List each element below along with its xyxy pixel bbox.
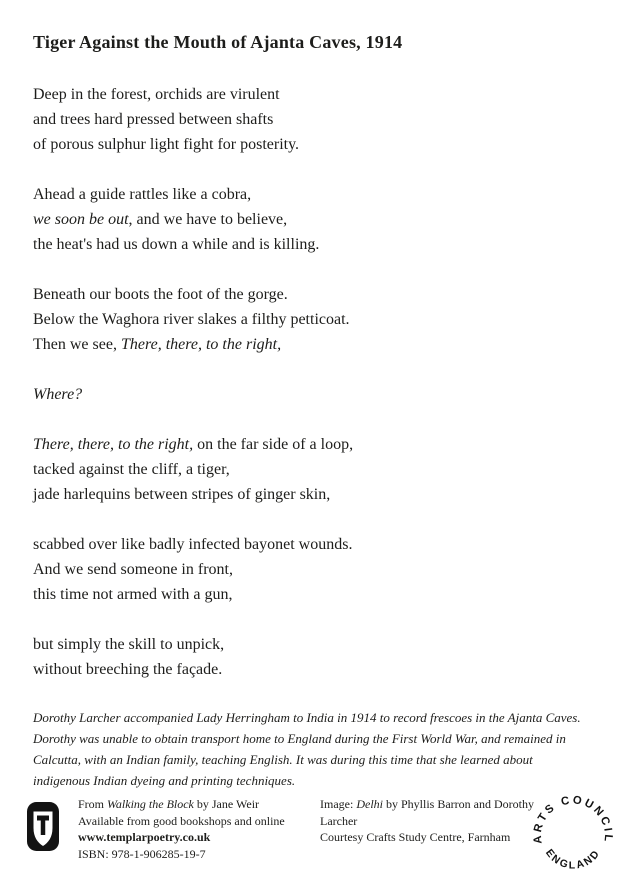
poem-text-segment: of porous sulphur light fight for posterity.	[33, 136, 300, 153]
poem-stanza	[33, 82, 593, 157]
publisher-source-line	[78, 796, 308, 813]
poem-text-segment-italic: There, there, to the right,	[33, 436, 194, 453]
poem-text-segment: the heat's had us down a while and is killing.	[33, 236, 320, 253]
poem-line	[33, 182, 593, 207]
publisher-availability: Available from good bookshops and online	[78, 813, 285, 828]
poem-text-segment: tacked against the cliff, a tiger,	[33, 461, 230, 478]
isbn: ISBN: 978-1-906285-19-7	[78, 846, 206, 861]
poem-line	[33, 557, 593, 582]
templar-poetry-logo-icon	[27, 802, 59, 851]
poem-text-segment: and trees hard pressed between shafts	[33, 111, 274, 128]
england-arc-text: ENGLAND	[542, 846, 604, 871]
poem-text-segment: without breeching the façade.	[33, 661, 223, 678]
poem-text-segment-italic: There, there, to the right,	[120, 336, 282, 353]
poem-body	[33, 82, 593, 707]
poem-line	[33, 632, 593, 657]
poem-text-segment: Deep in the forest, orchids are virulent	[33, 86, 280, 103]
poem-line	[33, 207, 593, 232]
poem-stanza	[33, 632, 593, 682]
arts-council-england-logo-icon	[531, 787, 615, 871]
poem-text-segment: Below the Waghora river slakes a filthy petticoat.	[33, 311, 350, 328]
poem-stanza	[33, 532, 593, 607]
poem-line	[33, 132, 593, 157]
image-title: Delhi	[356, 797, 383, 811]
poem-line	[33, 107, 593, 132]
image-courtesy: Courtesy Crafts Study Centre, Farnham	[320, 830, 511, 844]
image-artists: by Phyllis Barron and Dorothy Larcher	[320, 797, 534, 828]
poem-text-segment: Beneath our boots the foot of the gorge.	[33, 286, 288, 303]
image-prefix: Image:	[320, 797, 357, 811]
book-title: Walking the Block	[107, 797, 194, 811]
biographical-note	[33, 707, 613, 791]
poem-text-segment: scabbed over like badly infected bayonet wounds.	[33, 536, 353, 553]
poem-line	[33, 382, 593, 407]
poem-stanza	[33, 182, 593, 257]
poem-title: Tiger Against the Mouth of Ajanta Caves, 1914	[33, 32, 403, 52]
poem-text-segment: Then we see,	[33, 336, 121, 353]
poem-line	[33, 307, 593, 332]
poem-text-segment: on the far side of a loop,	[193, 436, 354, 453]
note-line: indigenous Indian dyeing and printing techniques.	[33, 773, 296, 788]
source-author: by Jane Weir	[193, 797, 260, 811]
poem-stanza	[33, 432, 593, 507]
publisher-info	[78, 796, 308, 862]
image-credit	[320, 796, 538, 846]
poem-line	[33, 657, 593, 682]
poem-line	[33, 482, 593, 507]
poem-text-segment: Ahead a guide rattles like a cobra,	[33, 186, 252, 203]
footer	[0, 795, 621, 875]
poem-line	[33, 457, 593, 482]
note-line: Calcutta, with an Indian family, teaching English. It was during this time that she learned about	[33, 752, 533, 767]
poem-text-segment: this time not armed with a gun,	[33, 586, 233, 603]
note-line: Dorothy Larcher accompanied Lady Herringham to India in 1914 to record frescoes in the Ajanta Caves.	[33, 710, 581, 725]
source-prefix: From	[78, 797, 108, 811]
poem-text-segment: but simply the skill to unpick,	[33, 636, 225, 653]
poem-text-segment: jade harlequins between stripes of ginger skin,	[33, 486, 331, 503]
poem-line	[33, 232, 593, 257]
poem-stanza	[33, 282, 593, 357]
poem-text-segment-italic: we soon be out	[33, 211, 129, 228]
poem-stanza	[33, 382, 593, 407]
poem-text-segment: And we send someone in front,	[33, 561, 233, 578]
arts-council-arc-text: ARTS COUNCIL	[531, 794, 615, 845]
note-line: Dorothy was unable to obtain transport home to England during the First World War, and remained in	[33, 731, 566, 746]
poem-text-segment: , and we have to believe,	[128, 211, 288, 228]
image-credit-line	[320, 796, 538, 829]
poem-line	[33, 582, 593, 607]
poem-line	[33, 432, 593, 457]
poem-line	[33, 332, 593, 357]
poem-text-segment-italic: Where?	[33, 386, 83, 403]
poem-line	[33, 282, 593, 307]
publisher-website: www.templarpoetry.co.uk	[78, 830, 211, 844]
poem-line	[33, 532, 593, 557]
poem-line	[33, 82, 593, 107]
